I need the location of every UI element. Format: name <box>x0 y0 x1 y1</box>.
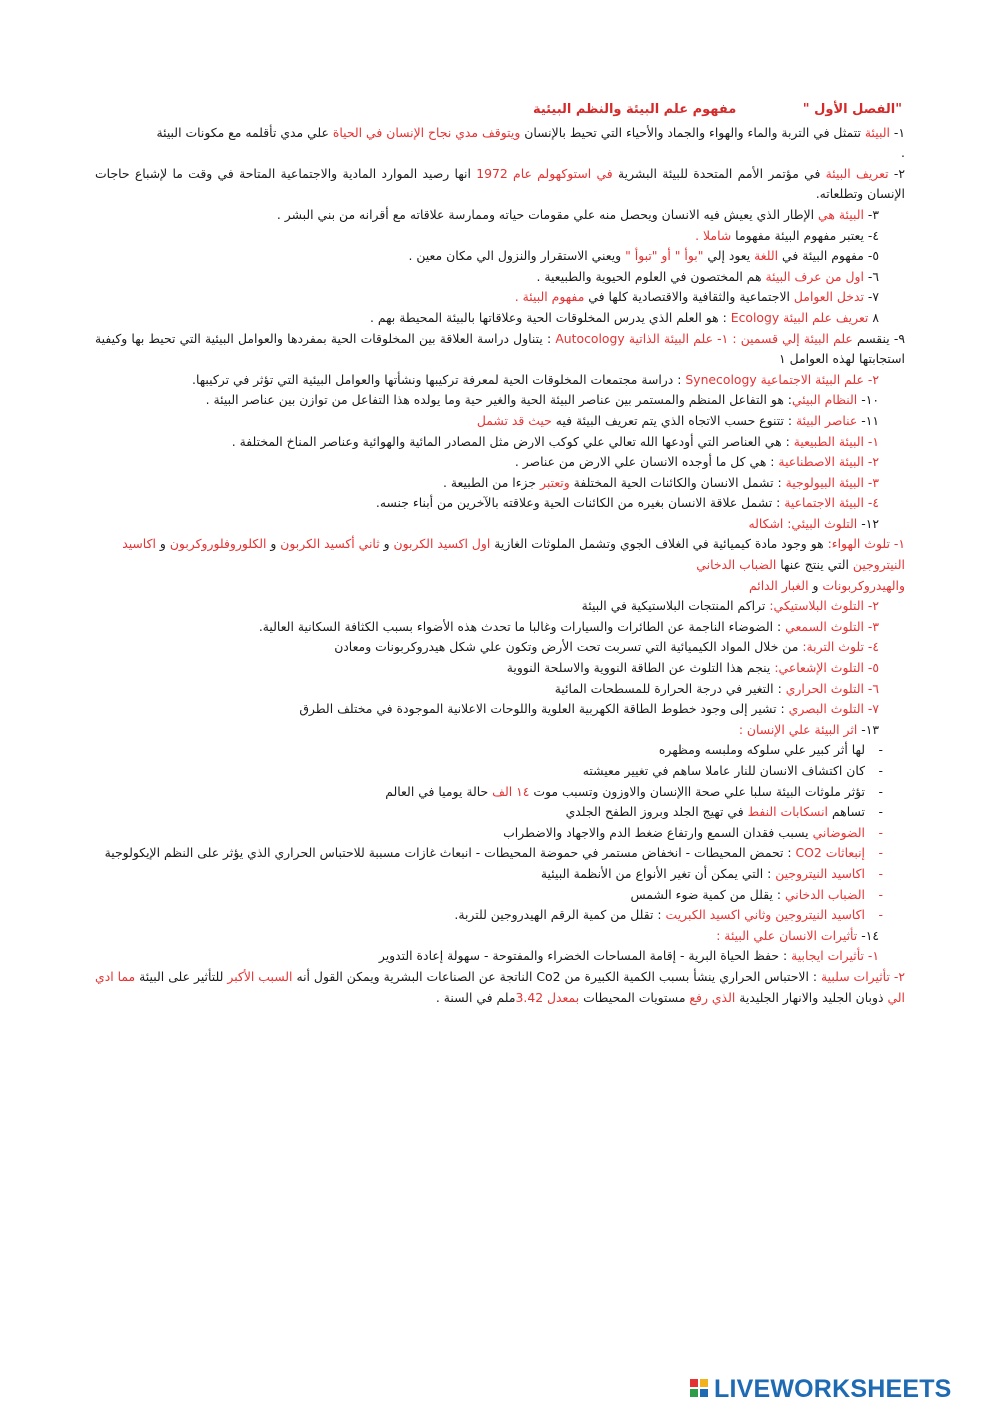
list-item: - تساهم انسكابات النفط في تهيج الجلد وبروز الطفح الجلدي <box>95 802 905 823</box>
item-11-social: ٤- البيئة الاجتماعية : تشمل علاقة الانسان بغيره من الكائنات الحية وعلاقته بالآخرين من أبناء جنسه. <box>375 495 879 511</box>
item-14-positive: ١- تأثيرات ايجابية : حفظ الحياة البرية - إقامة المساحات الخضراء والمفتوحة - سهولة إعادة التدوير <box>378 948 879 964</box>
item-3: ٣- البيئة هي الإطار الذي يعيش فيه الانسان ويحصل منه علي مقومات حياته وممارسة علاقاته مع أقرانه من بني البشر . <box>276 206 879 222</box>
list-item: - كان اكتشاف الانسان للنار عاملا ساهم في تغيير معيشته <box>95 761 905 782</box>
item-8: ٨ تعريف علم البيئة Ecology : هو العلم الذي يدرس المخلوقات الحية وعلاقاتها بالبيئة المحيطة بهم . <box>369 309 879 325</box>
item-12-thermal: ٦- التلوث الحراري : التغير في درجة الحرارة للمسطحات المائية <box>554 680 879 696</box>
item-12-air: ١- تلوث الهواء: هو وجود مادة كيميائية في الغلاف الجوي وتشمل الملوثات الغازية اول اكسيد الكربون و ثاني أكسيد الكربون و الكلوروفلوروكربون و اكاسيد النيتروجين التي ينتج عنها الضباب الدخاني <box>122 536 905 573</box>
item-11-natural: ١- البيئة الطبيعية : هي العناصر التي أودعها الله تعالي علي كوكب الارض مثل المصادر المائية والهوائية وعناصر المناخ المختلفة . <box>231 433 879 449</box>
item-12-radiation: ٥- التلوث الإشعاعي: ينجم هذا التلوث عن الطاقة النووية والاسلحة النووية <box>506 660 879 676</box>
list-item: - اكاسيد النيتروجين وثاني اكسيد الكبريت : تقلل من كمية الرقم الهيدروجين للتربة. <box>95 905 905 926</box>
list-item: - إنبعاثات CO2 : تحمض المحيطات - انخفاض مستمر في حموضة المحيطات - انبعاث غازات مسببة للاحتباس الحراري الذي يؤثر على النظم الإيكولوجية <box>95 843 905 864</box>
item-12-noise: ٣- التلوث السمعي : الضوضاء الناجمة عن الطائرات والسيارات وغالبا ما تحدث هذه الأضواء بسبب الكثافة السكانية العالية. <box>258 618 879 634</box>
logo-text: LIVEWORKSHEETS <box>714 1374 952 1403</box>
item-12: ١٢- التلوث البيئي: اشكاله <box>748 515 879 531</box>
item-12-air-cont: والهيدروكربونات و الغبار الدائم <box>749 577 905 593</box>
item-11-biological: ٣- البيئة البيولوجية : تشمل الانسان والكائنات الحية المختلفة وتعتبر جزءا من الطبيعة . <box>442 474 879 490</box>
worksheet-content <box>95 100 905 1008</box>
list-item: - الضوضاني يسبب فقدان السمع وارتفاع ضغط الدم والاجهاد والاضطراب <box>95 823 905 844</box>
list-item: - اكاسيد النيتروجين : التي يمكن أن تغير الأنواع من الأنظمة البيئية <box>95 864 905 885</box>
item-7: ٧- تدخل العوامل الاجتماعية والثقافية والاقتصادية كلها في مفهوم البيئة . <box>514 289 879 305</box>
item-9-synecology: ٢- علم البيئة الاجتماعية Synecology : دراسة مجتمعات المخلوقات الحية لمعرفة تركيبها ونشأتها والعوامل البيئية التي تؤثر في تركيبها. <box>192 371 879 387</box>
item-13: ١٣- اثر البيئة علي الإنسان : <box>738 721 879 737</box>
list-item: - تؤثر ملوثات البيئة سلبا علي صحة االإنسان والاوزون وتسبب موت ١٤ الف حالة يوميا في العالم <box>95 782 905 803</box>
chapter-label: "الفصل الأول " <box>802 102 902 117</box>
item-2: ٢- تعريف البيئة في مؤتمر الأمم المتحدة للبيئة البشرية في استوكهولم عام 1972 انها رصيد الموارد المادية والاجتماعية المتاحة في وقت ما لإشباع حاجات الإنسان وتطلعاته. <box>95 165 905 202</box>
item-5: ٥- مفهوم البيئة في اللغة يعود إلي "بوأ " أو "تبوأ " ويعني الاستقرار والنزول الي مكان معين . <box>408 248 879 264</box>
item-14: ١٤- تأثيرات الانسان علي البيئة : <box>716 927 879 943</box>
liveworksheets-logo <box>690 1376 990 1402</box>
item-14-negative: ٢- تأثيرات سلبية : الاحتباس الحراري ينشأ بسبب الكمية الكبيرة من Co2 الناتجة عن الصناعات البشرية ويمكن القول أنه السبب الأكبر للتأثير على البيئة مما ادي الي ذوبان الجليد والانهار الجليدية الذي رفع مستويات المحيطات بمعدل 3.42ملم في السنة . <box>95 968 905 1005</box>
item-1: ١- البيئة تتمثل في التربة والماء والهواء والجماد والأحياء التي تحيط بالإنسان ويتوقف مدي نجاح الإنسان في الحياة علي مدي تأقلمه مع مكونات البيئة . <box>156 124 905 161</box>
item-6: ٦- اول من عرف البيئة هم المختصون في العلوم الحيوية والطبيعية . <box>536 268 879 284</box>
list-item: - الضباب الدخاني : يقلل من كمية ضوء الشمس <box>95 885 905 906</box>
list-item: - لها أثر كبير علي سلوكه وملبسه ومظهره <box>95 740 905 761</box>
item-9: ٩- ينقسم علم البيئة إلي قسمين : ١- علم البيئة الذاتية Autocology : يتناول دراسة العلاقة بين المخلوقات الحية بمفردها والعوامل البيئية التي تحيط بها وكيفية استجابتها لهذه العوامل ١ <box>95 330 906 367</box>
effects-list <box>95 740 905 925</box>
item-11-artificial: ٢- البيئة الاصطناعية : هي كل ما أوجده الانسان علي الارض من عناصر . <box>514 454 879 470</box>
item-12-soil: ٤- تلوث التربة: من خلال المواد الكيميائية التي تسربت تحت الأرض وتكون علي شكل هيدروكربونات ومعادن <box>334 639 879 655</box>
logo-blocks-icon <box>690 1379 710 1399</box>
chapter-title: مفهوم علم البيئة والنظم البيئية <box>532 102 737 117</box>
item-10: ١٠- النظام البيئي: هو التفاعل المنظم والمستمر بين عناصر البيئة الحية والغير حية وما يولده هذا التفاعل من توازن بين عناصر البيئة . <box>205 392 879 408</box>
page-title <box>95 100 905 121</box>
item-12-plastic: ٢- التلوث البلاستيكي: تراكم المنتجات البلاستيكية في البيئة <box>581 598 879 614</box>
item-11: ١١- عناصر البيئة : تتنوع حسب الاتجاه الذي يتم تعريف البيئة فيه حيث قد تشمل <box>476 412 879 428</box>
item-4: ٤- يعتبر مفهوم البيئة مفهوما شاملا . <box>695 227 879 243</box>
item-12-visual: ٧- التلوث البصري : تشير إلى وجود خطوط الطاقة الكهربية العلوية واللوحات الاعلانية الموجودة في مختلف الطرق <box>299 701 879 717</box>
